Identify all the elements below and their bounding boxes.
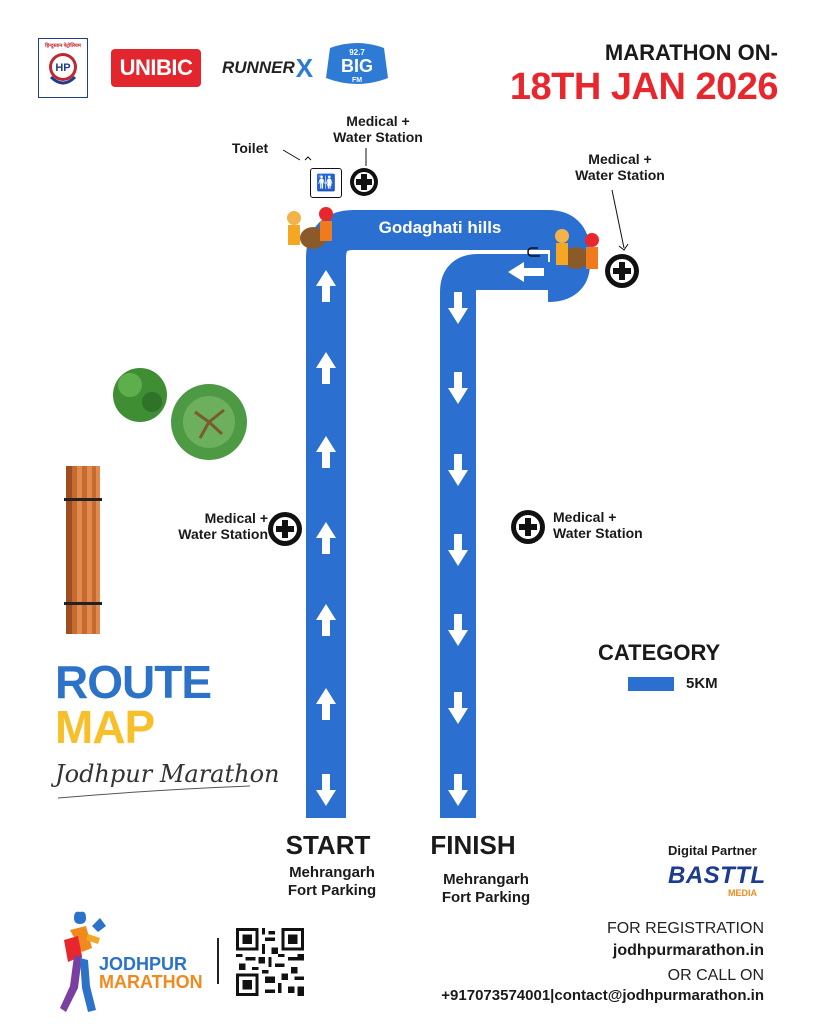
hill-name-label: Godaghati hills bbox=[378, 218, 502, 237]
medical-station-mid-label bbox=[553, 509, 673, 541]
runner-logo-text: RUNNER bbox=[222, 58, 295, 77]
finish-location-line: Fort Parking bbox=[441, 889, 531, 906]
legend-swatch-5km bbox=[628, 677, 674, 691]
medical-station-left-label bbox=[150, 510, 268, 542]
logo-line-jodhpur: JODHPUR bbox=[99, 954, 188, 974]
unibic-logo: UNIBIC bbox=[111, 49, 201, 87]
category-legend-title: CATEGORY bbox=[598, 640, 721, 665]
route-path-return bbox=[458, 272, 548, 818]
finish-location bbox=[416, 871, 556, 907]
registration-website-link[interactable]: jodhpurmarathon.in bbox=[612, 942, 764, 959]
water-label-line: Water Station bbox=[553, 525, 643, 541]
basttl-logo: BASTTL bbox=[668, 862, 766, 889]
jodhpur-marathon-text bbox=[99, 955, 203, 991]
medical-station-left-icon bbox=[268, 512, 302, 546]
start-location-line: Mehrangarh bbox=[289, 864, 375, 881]
toilet-pointer-line bbox=[283, 150, 300, 160]
svg-text:BIG: BIG bbox=[340, 56, 374, 76]
call-label: OR CALL ON bbox=[667, 967, 764, 984]
marathon-date: 18TH JAN 2026 bbox=[509, 66, 778, 108]
toilet-icon: 🚻 bbox=[310, 168, 342, 198]
tree-large-illustration bbox=[171, 384, 247, 460]
bench-illustration bbox=[64, 466, 102, 634]
medical-label-line: Medical + bbox=[553, 509, 617, 525]
svg-text:92.7: 92.7 bbox=[349, 48, 365, 57]
medical-station-top-icon bbox=[350, 168, 378, 196]
map-title-word: MAP bbox=[55, 701, 155, 753]
route-title-word: ROUTE bbox=[55, 656, 211, 708]
logo-line-marathon: MARATHON bbox=[99, 972, 203, 992]
water-label-line: Water Station bbox=[178, 526, 268, 542]
runner-head-icon bbox=[74, 912, 86, 924]
contact-info[interactable]: +917073574001|contact@jodhpurmarathon.in bbox=[441, 987, 764, 1004]
footer-divider bbox=[217, 938, 219, 984]
water-label-line: Water Station bbox=[333, 129, 423, 145]
start-location-line: Fort Parking bbox=[287, 882, 377, 899]
water-label-line: Water Station bbox=[575, 167, 665, 183]
start-title: START bbox=[285, 830, 371, 860]
medical-label-line: Medical + bbox=[346, 113, 410, 129]
start-location bbox=[262, 864, 402, 900]
digital-partner-label: Digital Partner bbox=[668, 843, 757, 858]
registration-label: FOR REGISTRATION bbox=[606, 920, 764, 937]
medical-label-line: Medical + bbox=[204, 510, 268, 526]
svg-text:HP: HP bbox=[55, 62, 71, 74]
medical-station-right-icon bbox=[605, 254, 639, 288]
runner-x-text: X bbox=[295, 52, 314, 83]
qr-code[interactable] bbox=[236, 928, 304, 996]
medical-station-top-label bbox=[318, 113, 438, 145]
basttl-media-text: MEDIA bbox=[728, 888, 757, 898]
medical-station-right-label bbox=[560, 151, 680, 183]
medical-right-pointer-line bbox=[612, 190, 624, 248]
tree-small-illustration bbox=[113, 368, 167, 422]
toilet-label: Toilet bbox=[231, 140, 269, 156]
toilet-pointer-caret bbox=[305, 157, 311, 160]
finish-location-line: Mehrangarh bbox=[443, 871, 529, 888]
marathon-on-label: MARATHON ON- bbox=[604, 40, 778, 65]
medical-station-mid-icon bbox=[511, 510, 545, 544]
finish-title: FINISH bbox=[430, 830, 516, 860]
jodhpur-marathon-script: Jodhpur Marathon bbox=[55, 760, 280, 788]
legend-label-5km: 5KM bbox=[686, 675, 718, 692]
hp-hindi-text: हिन्दुस्तान पेट्रोलियम bbox=[45, 43, 81, 49]
medical-label-line: Medical + bbox=[588, 151, 652, 167]
svg-text:FM: FM bbox=[351, 77, 363, 84]
